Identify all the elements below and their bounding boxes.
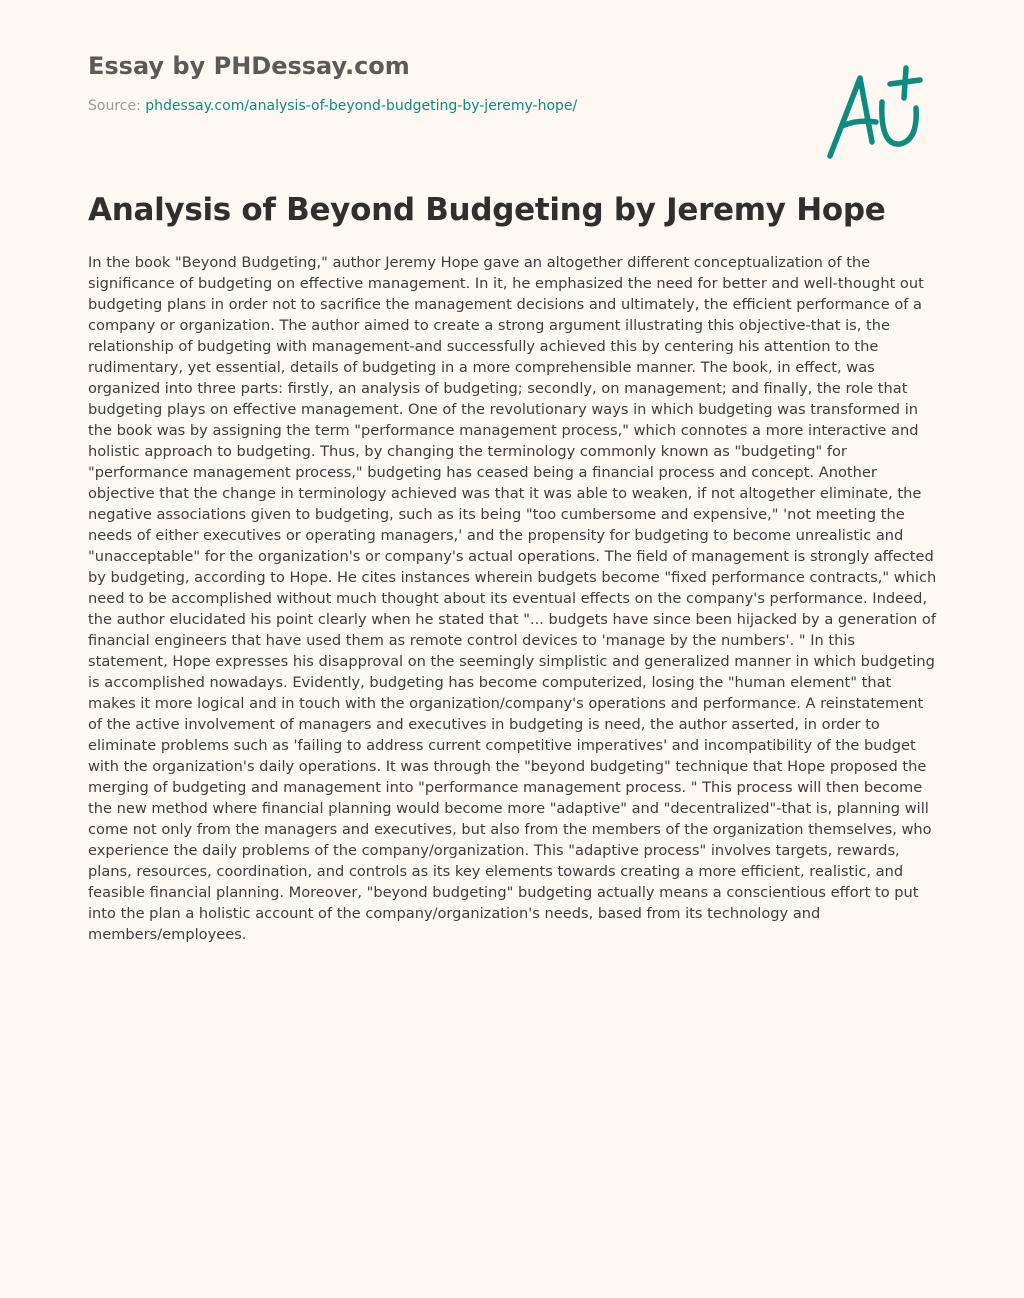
essay-title: Analysis of Beyond Budgeting by Jeremy Hope <box>88 192 886 228</box>
source-line <box>88 96 788 116</box>
page-header <box>88 48 788 116</box>
source-link[interactable]: phdessay.com/analysis-of-beyond-budgeting-by-jeremy-hope/ <box>145 98 578 114</box>
a-plus-logo-icon <box>820 64 930 160</box>
essay-body: In the book "Beyond Budgeting," author Jeremy Hope gave an altogether different conceptualization of the significance of budgeting on effective management. In it, he emphasized the need for better and well-thought out budgeting plans in order not to sacrifice the management decisions and ultimately, the efficient performance of a company or organization. The author aimed to create a strong argument illustrating this objective-that is, the relationship of budgeting with management-and successfully achieved this by centering his attention to the rudimentary, yet essential, details of budgeting in a more comprehensible manner. The book, in effect, was organized into three parts: firstly, an analysis of budgeting; secondly, on management; and finally, the role that budgeting plays on effective management. One of the revolutionary ways in which budgeting was transformed in the book was by assigning the term "performance management process," which connotes a more interactive and holistic approach to budgeting. Thus, by changing the terminology commonly known as "budgeting" for "performance management process," budgeting has ceased being a financial process and concept. Another objective that the change in terminology achieved was that it was able to weaken, if not altogether eliminate, the negative associations given to budgeting, such as its being "too cumbersome and expensive," 'not meeting the needs of either executives or operating managers,' and the propensity for budgeting to become unrealistic and "unacceptable" for the organization's or company's actual operations. The field of management is strongly affected by budgeting, according to Hope. He cites instances wherein budgets become "fixed performance contracts," which need to be accomplished without much thought about its eventual effects on the company's performance. Indeed, the author elucidated his point clearly when he stated that "... budgets have since been hijacked by a generation of financial engineers that have used them as remote control devices to 'manage by the numbers'. " In this statement, Hope expresses his disapproval on the seemingly simplistic and generalized manner in which budgeting is accomplished nowadays. Evidently, budgeting has become computerized, losing the "human element" that makes it more logical and in touch with the organization/company's operations and performance. A reinstatement of the active involvement of managers and executives in budgeting is need, the author asserted, in order to eliminate problems such as 'failing to address current competitive imperatives' and incompatibility of the budget with the organization's daily operations. It was through the "beyond budgeting" technique that Hope proposed the merging of budgeting and management into "performance management process. " This process will then become the new method where financial planning would become more "adaptive" and "decentralized"-that is, planning will come not only from the managers and executives, but also from the members of the organization themselves, who experience the daily problems of the company/organization. This "adaptive process" involves targets, rewards, plans, resources, coordination, and controls as its key elements towards creating a more efficient, realistic, and feasible financial planning. Moreover, "beyond budgeting" budgeting actually means a conscientious effort to put into the plan a holistic account of the company/organization's needs, based from its technology and members/employees. <box>88 254 937 943</box>
source-label: Source: <box>88 98 141 114</box>
site-title: Essay by PHDessay.com <box>88 52 410 80</box>
